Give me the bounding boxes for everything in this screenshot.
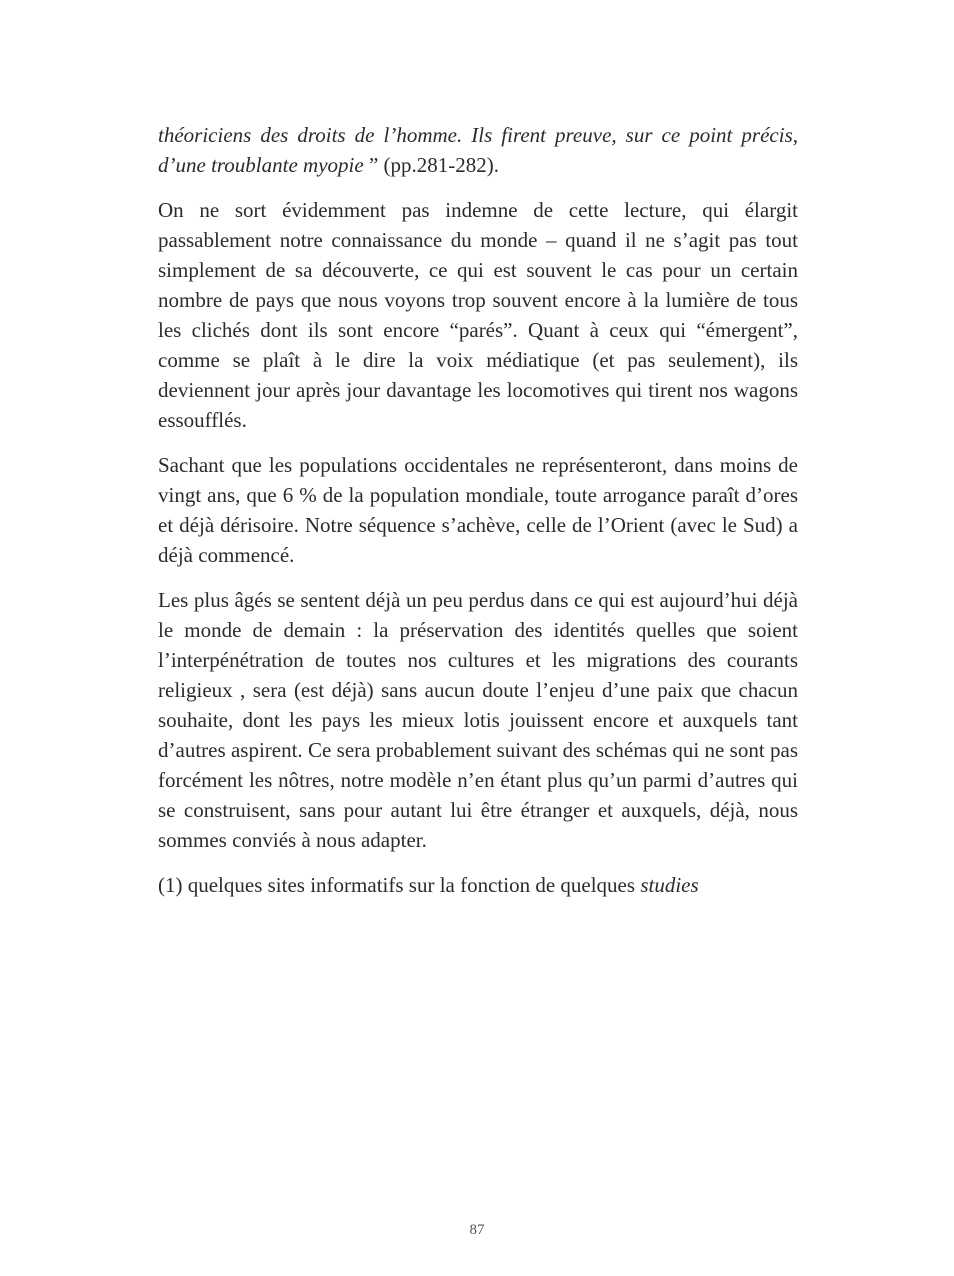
footnote-italic: studies <box>640 873 699 897</box>
quote-italic-text: théoriciens des droits de l’homme. Ils firent preuve, sur ce point précis, d’une troublante myopie <box>158 123 798 177</box>
footnote-text: (1) quelques sites informatifs sur la fonction de quelques <box>158 873 641 897</box>
footnote <box>158 870 798 900</box>
paragraph-western-populations: Sachant que les populations occidentales ne représenteront, dans moins de vingt ans, que 6 % de la population mondiale, toute arrogance paraît d’ores et déjà dérisoire. Notre séquence s’achève, celle de l’Orient (avec le Sud) a déjà commencé. <box>158 453 798 567</box>
paragraph-reading-impact: On ne sort évidemment pas indemne de cette lecture, qui élargit passablement notre connaissance du monde – quand il ne s’agit pas tout simplement de sa découverte, ce qui est souvent le cas pour un certain nombre de pays que nous voyons trop souvent encore à la lumière de tous les clichés dont ils sont encore “parés”. Quant à ceux qui “émergent”, comme se plaît à le dire la voix médiatique (et pas seulement), ils deviennent jour après jour davantage les locomotives qui tirent nos wagons essoufflés. <box>158 198 798 432</box>
page-number: 87 <box>469 1222 485 1238</box>
quote-ending-paragraph <box>158 120 798 180</box>
paragraph-world-of-tomorrow: Les plus âgés se sentent déjà un peu perdus dans ce qui est aujourd’hui déjà le monde de demain : la préservation des identités quelles que soient l’interpénétration de toutes nos cultures et les migrations des courants religieux , sera (est déjà) sans aucun doute l’enjeu d’une paix que chacun souhaite, dont les pays les mieux lotis jouissent encore et auxquels tant d’autres aspirent. Ce sera probablement suivant des schémas qui ne sont pas forcément les nôtres, notre modèle n’en étant plus qu’un parmi d’autres qui se construisent, sans pour autant lui être étranger et auxquels, déjà, nous sommes conviés à nous adapter. <box>158 588 798 852</box>
quote-citation: ” (pp.281-282). <box>363 153 499 177</box>
page-body <box>158 120 798 915</box>
